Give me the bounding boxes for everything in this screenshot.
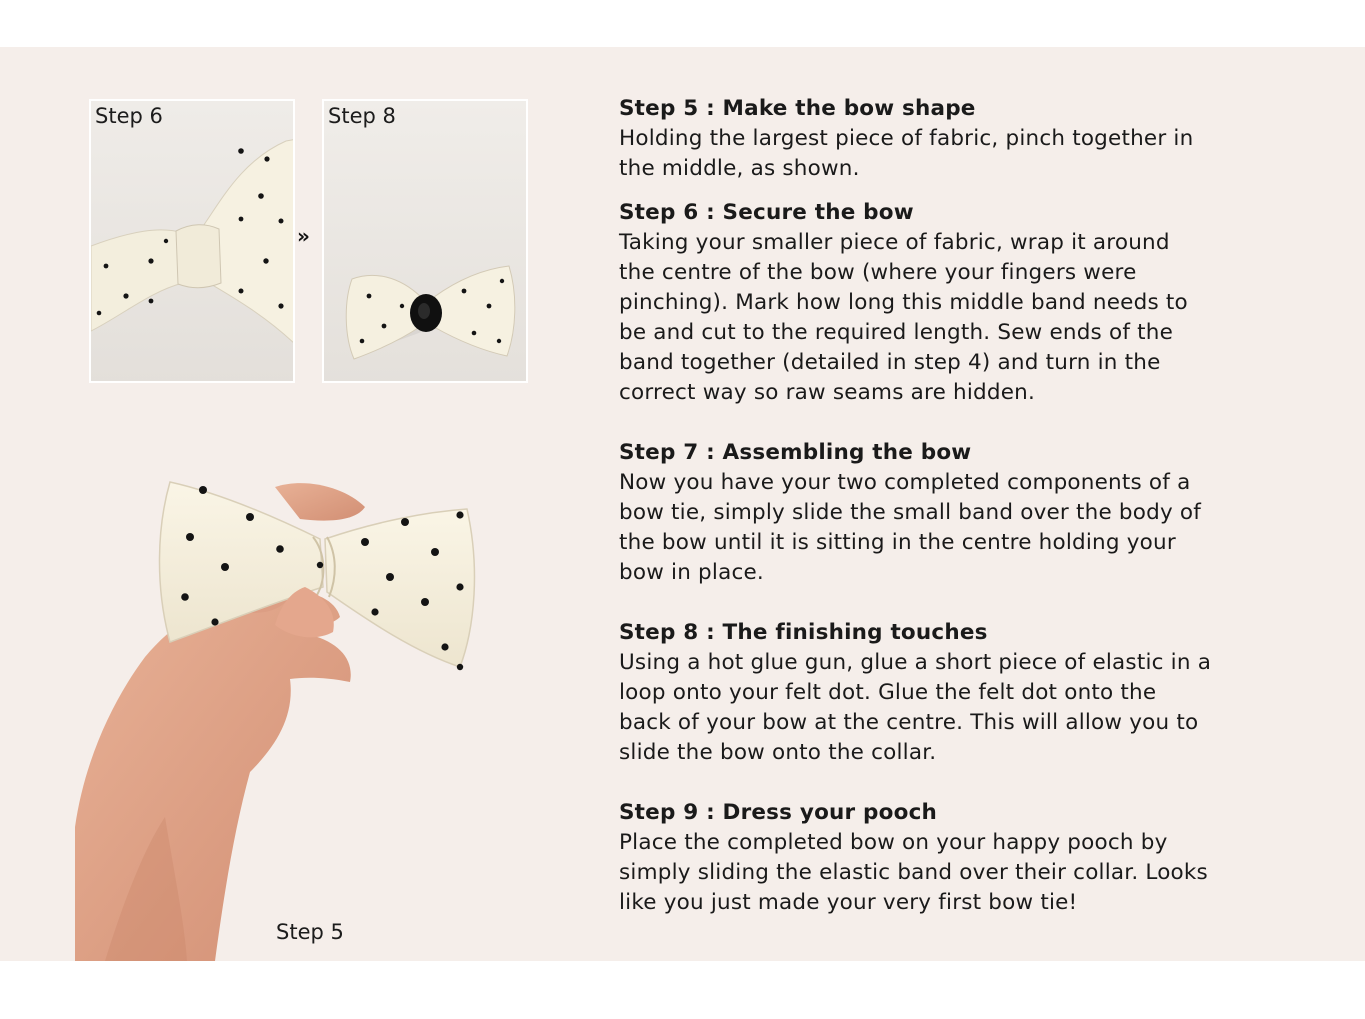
step-8-line: loop onto your felt dot. Glue the felt dot onto the: [619, 680, 1157, 705]
step-6-line: the centre of the bow (where your fingers were: [619, 260, 1137, 285]
step-9-title: Step 9 : Dress your pooch: [619, 800, 938, 825]
step-5-block: [619, 94, 1309, 184]
step-5-title: Step 5 : Make the bow shape: [619, 96, 976, 121]
arrow-icon: »: [297, 224, 306, 248]
step-5-line: Holding the largest piece of fabric, pinch together in: [619, 126, 1194, 151]
bow-finished-image: [324, 101, 528, 383]
step-6-block: [619, 198, 1309, 408]
step-6-photo: [89, 99, 295, 383]
step-7-block: [619, 438, 1309, 588]
step-7-title: Step 7 : Assembling the bow: [619, 440, 972, 465]
step-8-line: back of your bow at the centre. This will allow you to: [619, 710, 1199, 735]
bow-sewn-image: [91, 101, 295, 383]
step-7-line: bow tie, simply slide the small band over the body of: [619, 500, 1202, 525]
step-6-line: band together (detailed in step 4) and turn in the: [619, 350, 1161, 375]
step-9-block: [619, 798, 1309, 918]
step-7-line: Now you have your two completed components of a: [619, 470, 1191, 495]
step-6-line: be and cut to the required length. Sew ends of the: [619, 320, 1174, 345]
step-5-line: the middle, as shown.: [619, 156, 860, 181]
step-9-line: like you just made your very first bow tie!: [619, 890, 1078, 915]
step-7-line: bow in place.: [619, 560, 764, 585]
step-instructions: [619, 94, 1309, 948]
step-6-label: Step 6: [95, 104, 163, 128]
step-8-photo: [322, 99, 528, 383]
step-8-line: slide the bow onto the collar.: [619, 740, 937, 765]
step-9-line: Place the completed bow on your happy pooch by: [619, 830, 1168, 855]
step-6-line: Taking your smaller piece of fabric, wrap it around: [619, 230, 1170, 255]
step-9-line: simply sliding the elastic band over their collar. Looks: [619, 860, 1208, 885]
step-7-line: the bow until it is sitting in the centre holding your: [619, 530, 1176, 555]
step-8-block: [619, 618, 1309, 768]
step-8-line: Using a hot glue gun, glue a short piece of elastic in a: [619, 650, 1212, 675]
step-6-title: Step 6 : Secure the bow: [619, 200, 914, 225]
hand-pinching-bow-image: [75, 427, 505, 961]
instruction-panel: [0, 47, 1365, 961]
step-8-title: Step 8 : The finishing touches: [619, 620, 988, 645]
step-6-line: pinching). Mark how long this middle band needs to: [619, 290, 1188, 315]
step-8-label: Step 8: [328, 104, 396, 128]
step-5-label: Step 5: [276, 920, 344, 944]
step-6-line: correct way so raw seams are hidden.: [619, 380, 1036, 405]
